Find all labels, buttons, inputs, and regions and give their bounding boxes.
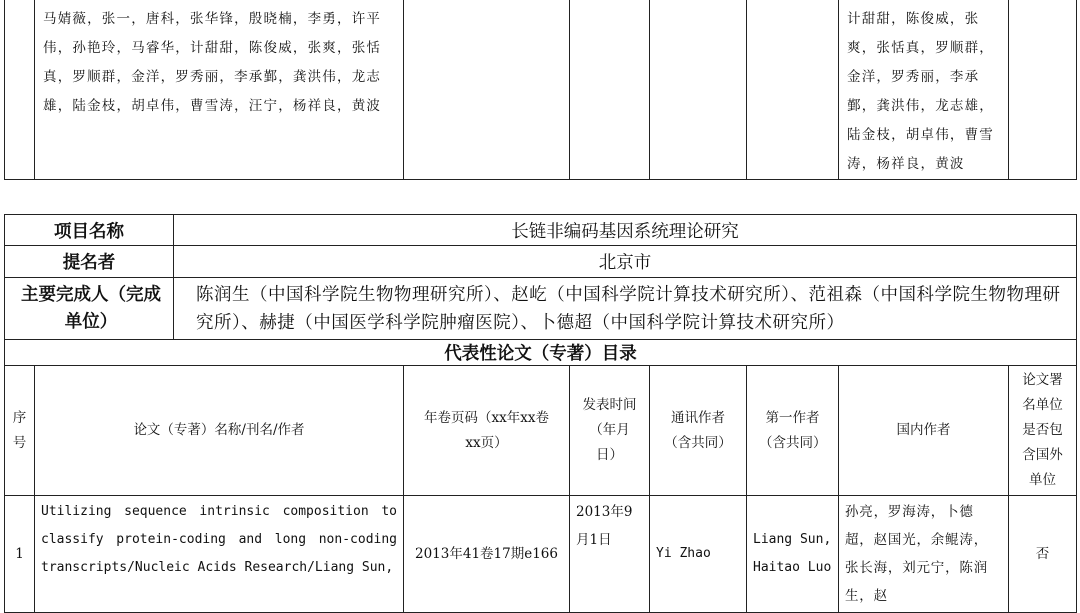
authors-text: 马婧薇，张一，唐科，张华锋，殷晓楠，李勇，许平伟，孙艳玲，马睿华，计甜甜，陈俊威，张爽，张恬真，罗顺群，金洋，罗秀丽，李承鄞，龚洪伟，龙志雄，陆金枝，胡卓伟，曹雪涛，汪宁，杨祥良，黄波 xyxy=(43,11,382,114)
domestic-authors-text: 计甜甜，陈俊威，张爽，张恬真，罗顺群，金洋，罗秀丽，李承鄞，龚洪伟，龙志雄，陆金枝，胡卓伟，曹雪涛，杨祥良，黄波 xyxy=(847,11,994,172)
row-first-author: Liang Sun, Haitao Luo xyxy=(747,496,839,613)
row-domestic: 孙亮，罗海涛，卜德超，赵国光，余鲲涛，张长海，刘元宁，陈润生，赵 xyxy=(839,496,1009,613)
col-header-foreign: 论文署名单位是否包含国外单位 xyxy=(1009,366,1077,496)
row-volume: 2013年41卷17期e166 xyxy=(404,496,570,613)
project-table xyxy=(4,214,1077,613)
nominator-label: 提名者 xyxy=(5,246,174,278)
domestic-authors-cell xyxy=(839,0,1009,180)
project-name-label: 项目名称 xyxy=(5,215,174,246)
col-header-first-author: 第一作者（含共同） xyxy=(747,366,839,496)
completers-value: 陈润生（中国科学院生物物理研究所）、赵屹（中国科学院计算技术研究所）、范祖森（中国科学院生物物理研究所）、赫捷（中国医学科学院肿瘤医院）、卜德超（中国科学院计算技术研究所） xyxy=(174,278,1077,340)
previous-project-table xyxy=(4,0,1077,180)
table-row xyxy=(5,496,1077,613)
row-seq: 1 xyxy=(5,496,35,613)
project-name-value: 长链非编码基因系统理论研究 xyxy=(174,215,1077,246)
completers-label: 主要完成人（完成单位） xyxy=(5,278,174,340)
col-header-date: 发表时间（年月日） xyxy=(570,366,650,496)
papers-title: 代表性论文（专著）目录 xyxy=(5,340,1077,366)
first-author-cell xyxy=(747,0,839,180)
col-header-title: 论文（专著）名称/刊名/作者 xyxy=(35,366,404,496)
foreign-cell xyxy=(1009,0,1077,180)
row-foreign: 否 xyxy=(1009,496,1077,613)
row-date: 2013年9月1日 xyxy=(570,496,650,613)
date-cell xyxy=(570,0,650,180)
nominator-value: 北京市 xyxy=(174,246,1077,278)
col-header-corresponding: 通讯作者（含共同） xyxy=(650,366,747,496)
col-header-volume: 年卷页码（xx年xx卷xx页） xyxy=(404,366,570,496)
corresponding-cell xyxy=(650,0,747,180)
col-header-seq: 序号 xyxy=(5,366,35,496)
row-corresponding: Yi Zhao xyxy=(650,496,747,613)
col-header-domestic: 国内作者 xyxy=(839,366,1009,496)
volume-cell xyxy=(404,0,570,180)
row-title: Utilizing sequence intrinsic composition to classify protein-coding and long non-coding transcripts/Nucleic Acids Research/Liang Sun, xyxy=(35,496,404,613)
seq-cell xyxy=(5,0,35,180)
authors-cell xyxy=(35,0,404,180)
